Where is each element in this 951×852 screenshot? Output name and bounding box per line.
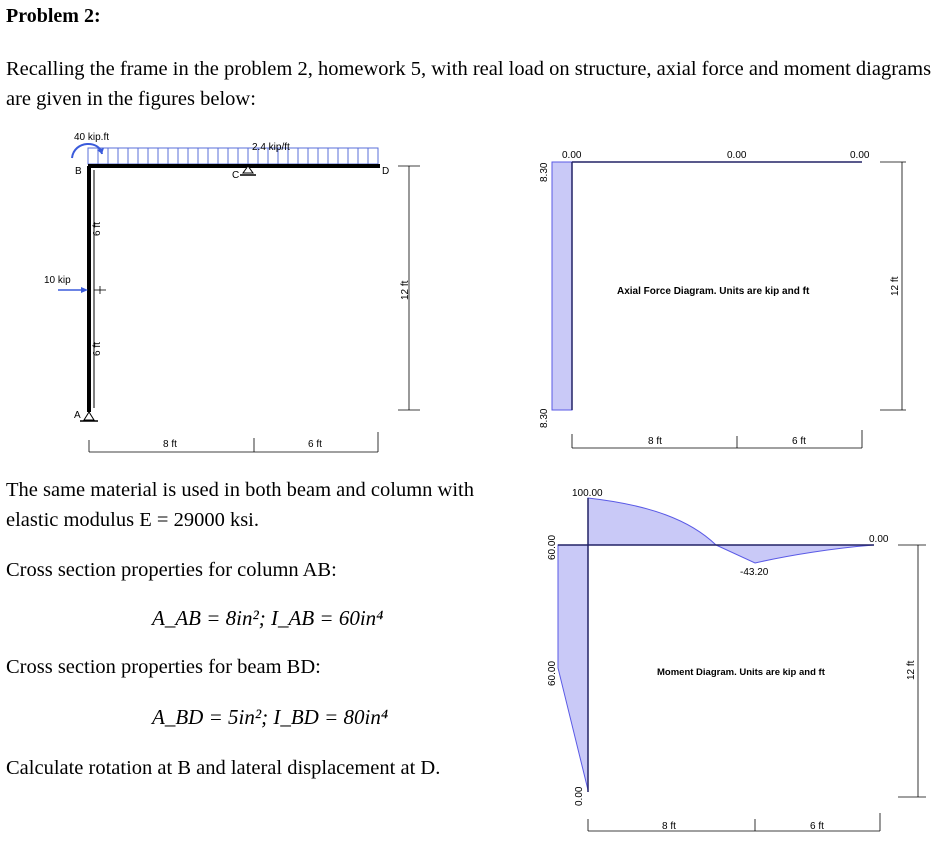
moment-dim-12ft-label: 12 ft: [906, 660, 917, 680]
moment-peak-value: 100.00: [572, 488, 603, 499]
dim-12ft-label: 12 ft: [400, 280, 411, 300]
moment-dim-8ft-label: 8 ft: [662, 821, 676, 832]
axial-value-right: 0.00: [850, 150, 870, 161]
node-c-label: C: [232, 170, 240, 181]
moment-load-label: 40 kip.ft: [74, 132, 110, 143]
dim-6ft-upper: 6 ft: [92, 222, 103, 236]
column-props-text: Cross section properties for column AB:: [6, 559, 337, 581]
axial-dim-12ft-label: 12 ft: [890, 276, 901, 296]
moment-negative-value: -43.20: [740, 567, 769, 578]
moment-beam-negative-fill: [716, 545, 874, 563]
node-d-label: D: [382, 166, 390, 177]
beam-props-text: Cross section properties for beam BD:: [6, 656, 321, 678]
moment-col-top-value: 60.00: [547, 534, 558, 560]
axial-bottom-value: 8.30: [539, 408, 550, 428]
point-load-label: 10 kip: [44, 275, 71, 286]
moment-beam-positive-fill: [588, 498, 716, 545]
axial-value-mid: 0.00: [727, 150, 747, 161]
column-props-equation: A_AB = 8in²; I_AB = 60in⁴: [152, 606, 384, 630]
axial-dim-8ft-label: 8 ft: [648, 436, 662, 447]
beam-props-equation: A_BD = 5in²; I_BD = 80in⁴: [152, 705, 389, 729]
axial-caption: Axial Force Diagram. Units are kip and ft: [617, 286, 810, 297]
node-a-label: A: [74, 410, 81, 421]
dim-6ft-right-label: 6 ft: [308, 439, 322, 450]
axial-dim-6ft-label: 6 ft: [792, 436, 806, 447]
dim-8ft-label: 8 ft: [163, 439, 177, 450]
moment-col-bottom-value: 0.00: [574, 786, 585, 806]
moment-dim-horizontal: [588, 813, 880, 831]
moment-end-value: 0.00: [869, 534, 889, 545]
question-text: Calculate rotation at B and lateral displacement at D.: [6, 757, 441, 779]
intro-paragraph: Recalling the frame in the problem 2, homework 5, with real load on structure, axial force and moment diagrams are given in the figures below:: [6, 58, 932, 110]
axial-value-left: 0.00: [562, 150, 582, 161]
moment-caption: Moment Diagram. Units are kip and ft: [657, 667, 825, 678]
moment-column-fill: [558, 545, 588, 790]
axial-top-value: 8.30: [539, 162, 550, 182]
dim-6ft-lower: 6 ft: [92, 342, 103, 356]
material-text-1: The same material is used in both beam and column with: [6, 479, 474, 501]
moment-col-mid-value: 60.00: [547, 660, 558, 686]
material-text-2: elastic modulus E = 29000 ksi.: [6, 509, 259, 531]
dist-load-label: 2.4 kip/ft: [252, 142, 290, 153]
problem-title: Problem 2:: [6, 5, 101, 27]
moment-dim-6ft-label: 6 ft: [810, 821, 824, 832]
node-b-label: B: [75, 166, 82, 177]
